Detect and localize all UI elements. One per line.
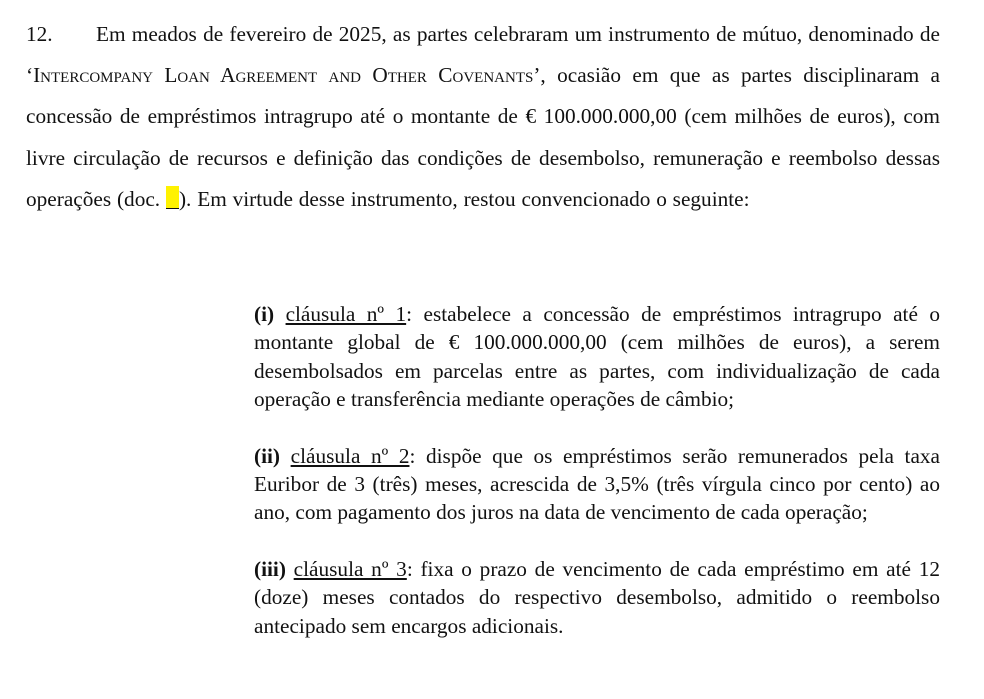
clause-reference: cláusula nº 3	[293, 556, 407, 581]
paragraph-text-1: Em meados de fevereiro de 2025, as partes celebraram um instrumento de mútuo, denominado de ‘	[26, 22, 940, 88]
clause-reference: cláusula nº 1	[285, 302, 407, 326]
clause-text: : fixa o prazo de vencimento de cada empréstimo em até 12 (doze) meses contados do respectivo desembolso, admitido o reembolso antecipado sem encargos adicionais.	[254, 556, 941, 638]
doc-reference-placeholder	[166, 186, 179, 209]
clause-text: : estabelece a concessão de empréstimos intragrupo até o montante global de € 100.000.000,00 (cem milhões de euros), a serem desembolsados em parcelas entre as partes, com individualização de cada operação e transferência mediante operações de câmbio;	[254, 302, 941, 412]
clause-item	[254, 300, 940, 414]
paragraph-12	[26, 14, 940, 220]
clause-label: (ii)	[254, 443, 281, 468]
clause-label: (iii)	[254, 556, 286, 581]
paragraph-number: 12.	[26, 22, 53, 46]
agreement-name: Intercompany Loan Agreement and Other Covenants	[33, 63, 534, 88]
clauses-list	[254, 300, 940, 668]
paragraph-text-2: ’, ocasião em que as partes disciplinaram a concessão de empréstimos intragrupo até o montante de € 100.000.000,00 (cem milhões de euros), com livre circulação de recursos e definição das condições de desembolso, remuneração e reembolso dessas operações (doc.	[26, 63, 940, 211]
clause-text: : dispõe que os empréstimos serão remunerados pela taxa Euribor de 3 (três) meses, acrescida de 3,5% (três vírgula cinco por cento) ao ano, com pagamento dos juros na data de vencimento de cada operação;	[254, 443, 941, 525]
paragraph-text-3: ). Em virtude desse instrumento, restou convencionado o seguinte:	[178, 186, 750, 211]
clause-item	[254, 555, 940, 640]
clause-item	[254, 442, 940, 527]
clause-label: (i)	[254, 302, 275, 326]
clause-reference: cláusula nº 2	[290, 443, 410, 468]
